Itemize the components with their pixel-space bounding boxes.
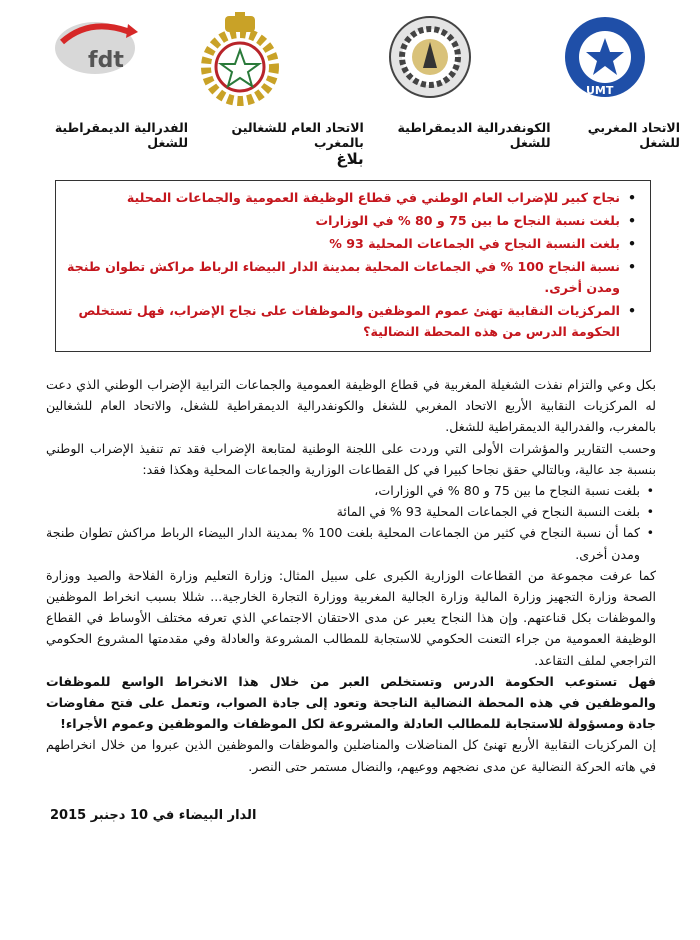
results-list xyxy=(46,480,656,565)
paragraph-reports: وحسب التقارير والمؤشرات الأولى التي وردت على اللجنة الوطنية لمتابعة الإضراب فقد تم تنفيذ الإضراب الوطني بنسبة جد عالية، وبالتالي حقق نجاحا كبيرا في كل القطاعات الوزارية والجماعات المحلية وهكذا فقد: xyxy=(46,440,656,477)
paragraph-sectors: كما عرفت مجموعة من القطاعات الوزارية الكبرى على سبيل المثال: وزارة التعليم وزارة الفلاحة والصيد ووزارة الصحة وزارة التجهيز وزارة المالية وزارة الجالية المغربية ووزارة التجارة الخارجية... شللا بسبب انخراط الموظفين والموظفات بكل قناعتهم. وإن هذا النجاح يعبر عن مدى الاحتقان الاجتماعي الذي تعرفه مختلف الأوساط في القطاع الوظيفة العمومية من جراء التعنت الحكومي للاستجابة للمطالب المشروعة والعادلة وفي مقدمتها المشروع الحكومي التراجعي لملف التقاعد. xyxy=(46,567,656,668)
ugtm-logo xyxy=(195,12,285,107)
highlights-list xyxy=(64,187,638,342)
umt-logo xyxy=(560,12,650,107)
union-umt: الاتحاد المغربي للشغل xyxy=(587,120,680,150)
paragraph-intro: بكل وعي والتزام نفذت الشغيلة المغربية في قطاع الوظيفة العمومية والجماعات الترابية الإضراب الوطني الذي دعت له المركزيات النقابية الأربع الاتحاد المغربي للشغل والكونفدرالية الديمقراطية للشغل، والاتحاد العام للشغالين بالمغرب، والفدرالية الديمقراطية للشغل. xyxy=(46,377,656,435)
union-fdt: الفدرالية الديمقراطية للشغل xyxy=(54,120,189,150)
umt-logo-text: UMT xyxy=(586,84,614,97)
fdt-logo-text: fdt xyxy=(88,48,124,73)
highlight-item: • المركزيات النقابية تهنئ عموم الموظفين والموظفات على نجاح الإضراب، فهل تستخلص الحكومة الدرس من هذه المحطة النضالية؟ xyxy=(64,300,620,342)
result-item: • كما أن نسبة النجاح في كثير من الجماعات المحلية بلغت 100 % بمدينة الدار البيضاء الرباط مراكش تطوان طنجة ومدن أخرى. xyxy=(46,522,640,564)
union-names xyxy=(20,120,680,150)
highlight-item: • بلغت النسبة النجاح في الجماعات المحلية 93 % xyxy=(64,233,620,254)
fdt-logo xyxy=(50,12,140,82)
highlights-box xyxy=(55,180,651,352)
result-item: • بلغت النسبة النجاح في الجماعات المحلية 93 % في المائة xyxy=(46,501,640,522)
highlight-item: • نسبة النجاح 100 % في الجماعات المحلية بمدينة الدار البيضاء الرباط مراكش تطوان طنجة ومدن أخرى. xyxy=(64,256,620,298)
paragraph-congrats: إن المركزيات النقابية الأربع تهنئ كل المناضلات والمناضلين والموظفات والموظفين الذين عبروا من خلال انخراطهم في هاته الحركة النضالية عن مدى نضجهم ووعيهم، والنضال مستمر حتى النصر. xyxy=(46,737,656,774)
result-item: • بلغت نسبة النجاح ما بين 75 و 80 % في الوزارات، xyxy=(46,480,640,501)
cdt-logo xyxy=(385,12,475,102)
union-cdt: الكونفدرالية الديمقراطية للشغل xyxy=(397,120,551,150)
union-ugtm: الاتحاد العام للشغالين بالمغرب xyxy=(231,120,364,150)
highlight-item: • نجاح كبير للإضراب العام الوطني في قطاع الوظيفة العمومية والجماعات المحلية xyxy=(64,187,620,208)
date-line: الدار البيضاء في 10 دجنبر 2015 xyxy=(50,808,257,823)
logos-row xyxy=(40,12,660,112)
statement-body xyxy=(46,374,656,777)
document-title: بلاغ xyxy=(336,150,364,168)
paragraph-question: فهل تستوعب الحكومة الدرس وتستخلص العبر من خلال هذا الانخراط الواسع للموظفات والموظفين في هذه المحطة النضالية الناجحة وتعود إلى جادة الصواب، وتعمل على فتح مفاوضات جادة ومسؤولة للاستجابة للمطالب العادلة والمشروعة لكل الموظفات والموظفين وعموم الأجراء! xyxy=(46,673,656,732)
highlight-item: • بلغت نسبة النجاح ما بين 75 و 80 % في الوزارات xyxy=(64,210,620,231)
